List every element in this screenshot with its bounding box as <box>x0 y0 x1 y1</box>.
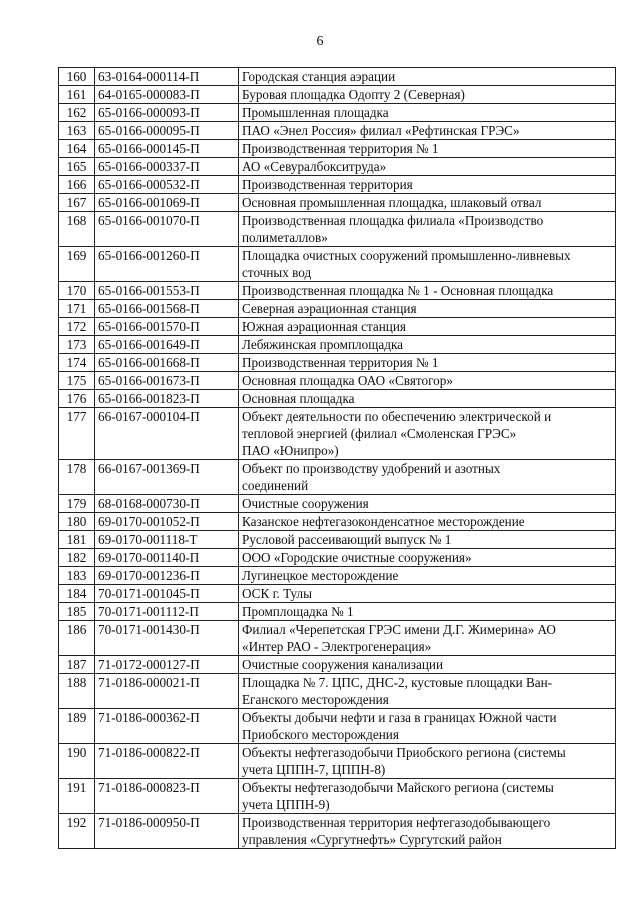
object-code: 65-0166-001570-П <box>95 318 239 336</box>
table-row <box>59 122 616 140</box>
object-name: Промышленная площадка <box>239 104 616 122</box>
row-number: 169 <box>59 247 95 282</box>
object-name <box>239 779 616 814</box>
table-row <box>59 460 616 495</box>
table-row <box>59 336 616 354</box>
object-code: 65-0166-001823-П <box>95 390 239 408</box>
object-name-line: полиметаллов» <box>242 230 328 245</box>
object-name-line: Объект деятельности по обеспечению электрической и <box>242 409 552 424</box>
object-name-line: Объекты добычи нефти и газа в границах Южной части <box>242 710 557 725</box>
object-code: 63-0164-000114-П <box>95 68 239 86</box>
table-row <box>59 390 616 408</box>
object-name-line: «Интер РАО - Электрогенерация» <box>242 639 432 654</box>
table-row <box>59 709 616 744</box>
object-code: 70-0171-001112-П <box>95 603 239 621</box>
object-name <box>239 460 616 495</box>
object-name-line: Производственная территория нефтегазодобывающего <box>242 815 551 830</box>
table-row <box>59 140 616 158</box>
row-number: 188 <box>59 674 95 709</box>
object-name: Промплощадка № 1 <box>239 603 616 621</box>
object-code: 65-0166-001260-П <box>95 247 239 282</box>
object-name: Производственная территория <box>239 176 616 194</box>
object-code: 66-0167-000104-П <box>95 408 239 460</box>
object-name <box>239 621 616 656</box>
object-name <box>239 674 616 709</box>
row-number: 191 <box>59 779 95 814</box>
row-number: 173 <box>59 336 95 354</box>
object-name: ООО «Городские очистные сооружения» <box>239 549 616 567</box>
object-name-line: управления «Сургутнефть» Сургутский район <box>242 832 502 847</box>
object-name <box>239 212 616 247</box>
table-row <box>59 300 616 318</box>
object-name: Буровая площадка Одопту 2 (Северная) <box>239 86 616 104</box>
row-number: 186 <box>59 621 95 656</box>
table-row <box>59 176 616 194</box>
table-row <box>59 158 616 176</box>
object-name-line: ПАО «Юнипро») <box>242 443 339 458</box>
table-row <box>59 495 616 513</box>
object-name-line: Производственная площадка филиала «Производство <box>242 213 544 228</box>
row-number: 174 <box>59 354 95 372</box>
object-code: 65-0166-001070-П <box>95 212 239 247</box>
object-name-line: Объекты нефтегазодобычи Майского региона (системы <box>242 780 554 795</box>
object-code: 65-0166-001568-П <box>95 300 239 318</box>
object-code: 66-0167-001369-П <box>95 460 239 495</box>
object-code: 71-0186-000021-П <box>95 674 239 709</box>
row-number: 185 <box>59 603 95 621</box>
object-name <box>239 814 616 849</box>
table-row <box>59 531 616 549</box>
object-code: 65-0166-000093-П <box>95 104 239 122</box>
object-code: 71-0186-000362-П <box>95 709 239 744</box>
row-number: 168 <box>59 212 95 247</box>
object-name: Очистные сооружения <box>239 495 616 513</box>
object-code: 70-0171-001045-П <box>95 585 239 603</box>
row-number: 190 <box>59 744 95 779</box>
object-name-line: Объекты нефтегазодобычи Приобского региона (системы <box>242 745 566 760</box>
object-name: Основная промышленная площадка, шлаковый отвал <box>239 194 616 212</box>
table-row <box>59 408 616 460</box>
table-row <box>59 567 616 585</box>
table-row <box>59 621 616 656</box>
object-name-line: Еганского месторождения <box>242 692 389 707</box>
object-name-line: Приобского месторождения <box>242 727 399 742</box>
object-name <box>239 408 616 460</box>
object-name: Производственная территория № 1 <box>239 354 616 372</box>
row-number: 179 <box>59 495 95 513</box>
object-name <box>239 744 616 779</box>
object-code: 69-0170-001118-Т <box>95 531 239 549</box>
row-number: 182 <box>59 549 95 567</box>
object-code: 65-0166-000532-П <box>95 176 239 194</box>
object-name: Лугинецкое месторождение <box>239 567 616 585</box>
row-number: 172 <box>59 318 95 336</box>
object-name-line: Площадка № 7. ЦПС, ДНС-2, кустовые площадки Ван- <box>242 675 553 690</box>
object-name <box>239 709 616 744</box>
table-row <box>59 194 616 212</box>
row-number: 184 <box>59 585 95 603</box>
object-name-line: Объект по производству удобрений и азотных <box>242 461 501 476</box>
object-name: ОСК г. Тулы <box>239 585 616 603</box>
object-code: 65-0166-001553-П <box>95 282 239 300</box>
row-number: 162 <box>59 104 95 122</box>
table-row <box>59 247 616 282</box>
table-row <box>59 603 616 621</box>
object-name: Городская станция аэрации <box>239 68 616 86</box>
object-name-line: учета ЦППН-9) <box>242 797 330 812</box>
object-name: АО «Севуралбокситруда» <box>239 158 616 176</box>
object-name: Северная аэрационная станция <box>239 300 616 318</box>
table-row <box>59 674 616 709</box>
registry-table <box>58 67 616 849</box>
object-name-line: соединений <box>242 478 309 493</box>
object-name: Основная площадка ОАО «Святогор» <box>239 372 616 390</box>
row-number: 161 <box>59 86 95 104</box>
object-code: 69-0170-001140-П <box>95 549 239 567</box>
object-name: Лебяжинская промплощадка <box>239 336 616 354</box>
table-row <box>59 212 616 247</box>
object-code: 65-0166-001668-П <box>95 354 239 372</box>
object-code: 69-0170-001236-П <box>95 567 239 585</box>
object-name: Казанское нефтегазоконденсатное месторождение <box>239 513 616 531</box>
object-name: Производственная территория № 1 <box>239 140 616 158</box>
table-row <box>59 549 616 567</box>
object-name: Основная площадка <box>239 390 616 408</box>
table-row <box>59 354 616 372</box>
row-number: 170 <box>59 282 95 300</box>
row-number: 165 <box>59 158 95 176</box>
row-number: 187 <box>59 656 95 674</box>
object-code: 68-0168-000730-П <box>95 495 239 513</box>
object-name-line: Площадка очистных сооружений промышленно-ливневых <box>242 248 571 263</box>
table-row <box>59 86 616 104</box>
object-code: 65-0166-001673-П <box>95 372 239 390</box>
object-name-line: сточных вод <box>242 265 312 280</box>
row-number: 175 <box>59 372 95 390</box>
row-number: 167 <box>59 194 95 212</box>
object-name: Очистные сооружения канализации <box>239 656 616 674</box>
row-number: 178 <box>59 460 95 495</box>
object-code: 64-0165-000083-П <box>95 86 239 104</box>
row-number: 189 <box>59 709 95 744</box>
row-number: 171 <box>59 300 95 318</box>
object-code: 65-0166-000095-П <box>95 122 239 140</box>
object-name-line: учета ЦППН-7, ЦППН-8) <box>242 762 386 777</box>
table-row <box>59 656 616 674</box>
object-code: 65-0166-001069-П <box>95 194 239 212</box>
row-number: 166 <box>59 176 95 194</box>
object-name: Производственная площадка № 1 - Основная площадка <box>239 282 616 300</box>
object-code: 65-0166-001649-П <box>95 336 239 354</box>
table-row <box>59 814 616 849</box>
row-number: 181 <box>59 531 95 549</box>
row-number: 163 <box>59 122 95 140</box>
object-code: 71-0172-000127-П <box>95 656 239 674</box>
table-row <box>59 513 616 531</box>
row-number: 176 <box>59 390 95 408</box>
object-code: 70-0171-001430-П <box>95 621 239 656</box>
object-code: 71-0186-000823-П <box>95 779 239 814</box>
object-name: Южная аэрационная станция <box>239 318 616 336</box>
registry-table-body <box>59 68 616 849</box>
page-number: 6 <box>316 34 324 49</box>
table-row <box>59 68 616 86</box>
object-name-line: Филиал «Черепетская ГРЭС имени Д.Г. Жимерина» АО <box>242 622 556 637</box>
row-number: 180 <box>59 513 95 531</box>
table-row <box>59 282 616 300</box>
row-number: 160 <box>59 68 95 86</box>
row-number: 192 <box>59 814 95 849</box>
object-code: 71-0186-000822-П <box>95 744 239 779</box>
table-row <box>59 744 616 779</box>
row-number: 164 <box>59 140 95 158</box>
row-number: 177 <box>59 408 95 460</box>
object-name <box>239 247 616 282</box>
object-code: 69-0170-001052-П <box>95 513 239 531</box>
table-row <box>59 372 616 390</box>
row-number: 183 <box>59 567 95 585</box>
object-code: 65-0166-000145-П <box>95 140 239 158</box>
object-name: ПАО «Энел Россия» филиал «Рефтинская ГРЭС» <box>239 122 616 140</box>
table-row <box>59 104 616 122</box>
object-code: 65-0166-000337-П <box>95 158 239 176</box>
table-row <box>59 779 616 814</box>
object-code: 71-0186-000950-П <box>95 814 239 849</box>
table-row <box>59 585 616 603</box>
table-row <box>59 318 616 336</box>
object-name: Русловой рассеивающий выпуск № 1 <box>239 531 616 549</box>
object-name-line: тепловой энергией (филиал «Смоленская ГРЭС» <box>242 426 517 441</box>
